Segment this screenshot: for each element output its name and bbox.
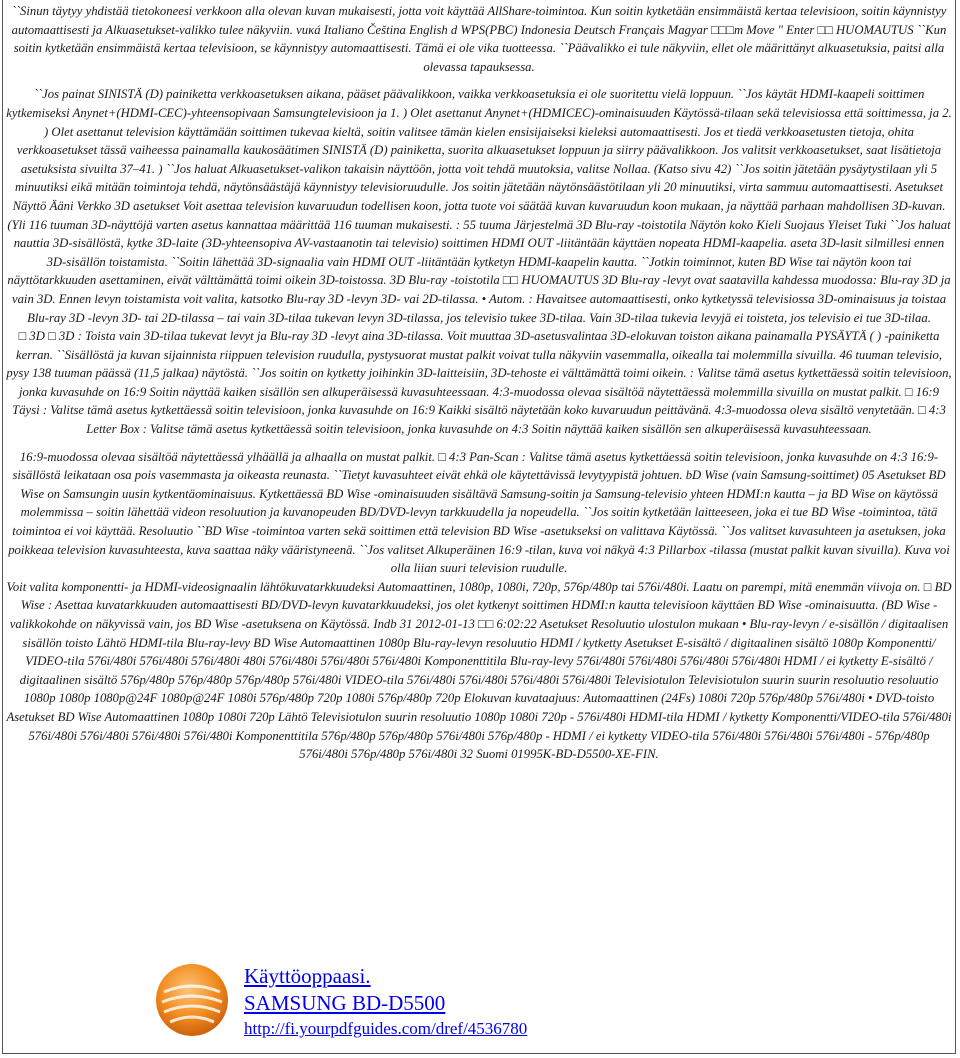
paragraph-2: ``Jos painat SINISTÄ (D) painiketta verkkoasetuksen aikana, pääset päävalikkoon, vaikka verkkoasetuksia ei ole suoritettu vielä loppuun. ``Jos käytät HDMI-kaapeli soittimen kytkemiseksi Anynet+(HDMI-CEC)-yhteensopivaan Samsungtelevisioon ja 1. ) Olet asettanut Anynet+(HDMICEC)-ominaisuuden Käytössä-tilaan sekä televisiossa että soittimessa, ja 2. ) Olet asettanut television käyttämään soittimen tukevaa kieltä, soitin valitsee tämän kielen ensisijaiseksi kieleksi automaattisesti. Jos et tiedä verkkoasetusten tietoja, ohita verkkoasetukset tässä vaiheessa painamalla kaukosäätimen SINISTÄ (D) painiketta, suorita alkuasetukset loppuun ja siirry päävalikkoon. Jos valitsit verkkoasetukset, saat lisätietoja asetuksista sivuilta 37–41. ) ``Jos haluat Alkuasetukset-valikon takaisin näyttöön, jotta voit tehdä muutoksia, valitse Nollaa. (Katso sivu 42) ``Jos soitin jätetään pysäytystilaan yli 5 minuutiksi eikä mitään toimintoja tehdä, näytönsäästäjä käynnistyy televisioruudulle. Jos soitin jätetään näytönsäästötilaan yli 20 minuutiksi, virta sammuu automaattisesti. Asetukset Näyttö Ääni Verkko 3D asetukset Voit asettaa television kuvaruudun todellisen koon, jotta tuote voi säätää kuvan kuvaruudun koon mukaan, ja näyttää parhaan mahdollisen 3D-kuvan. bbox=[6, 87, 952, 213]
paragraph-3: (Yli 116 tuuman 3D-näyttöjä varten asetus kannattaa määrittää 116 tuuman mukaisesti. : 55 tuuma Järjestelmä 3D Blu-ray -toistotila Näytön koko Kieli Suojaus Yleiset Tuki ``Jos haluat nauttia 3D-sisällöstä, kytke 3D-laite (3D-yhteensopiva AV-vastaanotin tai televisio) soittimen HDMI OUT -liitäntään käyttäen nopeata HDMI-kaapelia. aseta 3D-lasit silmillesi ennen 3D-sisällön toistamista. ``Soitin lähettää 3D-signaalia vain HDMI OUT -liitäntään kytketyn HDMI-kaapelin kautta. ``Jotkin toiminnot, kuten BD Wise tai näytön koon tai näyttötarkkuuden asettaminen, eivät välttämättä toimi oikein 3D-toistossa. 3D Blu-ray -toistotila □□ HUOMAUTUS 3D Blu-ray -levyt ovat saatavilla kahdessa muodossa: Blu-ray 3D ja vain 3D. Ennen levyn toistamista voit valita, katsotko Blu-ray 3D -levyn 3D- vai 2D-tilassa. • Autom. : Havaitsee automaattisesti, onko kytketyssä televisiossa 3D-ominaisuus ja toistaa Blu-ray 3D -levyn 3D- tai 2D-tilassa – tai vain 3D-tilaa tukevan levyn 3D-tilassa, jos televisio tukee 3D-tilaa. Vain 3D-tilaa tukevia levyjä ei toisteta, jos televisio ei tue 3D-tilaa. bbox=[7, 217, 951, 325]
pdfguides-logo-icon bbox=[154, 962, 230, 1038]
paragraph-gap bbox=[6, 439, 952, 448]
product-link[interactable]: SAMSUNG BD-D5500 bbox=[244, 991, 446, 1015]
paragraph-gap bbox=[6, 76, 952, 85]
download-links bbox=[244, 963, 527, 1041]
url-link[interactable]: http://fi.yourpdfguides.com/dref/4536780 bbox=[244, 1019, 528, 1038]
paragraph-5: 16:9-muodossa olevaa sisältöä näytettäessä ylhäällä ja alhaalla on mustat palkit. □ 4:3 Pan-Scan : Valitse tämä asetus kytkettäessä soitin televisioon, jonka kuvasuhde on 4:3 16:9-sisällöstä leikataan osa pois vasemmasta ja oikeasta reunasta. ``Tietyt kuvasuhteet eivät ehkä ole käytettävissä levytyypistä johtuen. bD Wise (vain Samsung-soittimet) 05 Asetukset BD Wise on Samsungin uusin kytkentäominaisuus. Kytkettäessä BD Wise -ominaisuuden sisältävä Samsung-soitin ja Samsung-televisio yhteen HDMI:n kautta – ja BD Wise on käytössä molemmissa – soitin lähettää videon resoluution ja kuvanopeuden BD/DVD-levyn tarkkuudella ja nopeudella. ``Jos soitin kytketään laitteeseen, joka ei tue BD Wise -toimintoa, tätä toimintoa ei voi käyttää. Resoluutio ``BD Wise -toimintoa varten sekä soittimen että television BD Wise -asetukseksi on valittava Käytössä. ``Jos valitset kuvasuhteen ja asetuksen, joka poikkeaa television kuvasuhteesta, kuva saattaa näky vääristyneenä. ``Jos valitset Alkuperäinen 16:9 -tilan, kuva voi näkyä 4:3 Pillarbox -tilassa (mustat palkit kuvan sivuilla). Kuva voi olla liian suuri television ruudulle. bbox=[8, 449, 950, 576]
paragraph-6: Voit valita komponentti- ja HDMI-videosignaalin lähtökuvatarkkuudeksi Automaattinen, 1080p, 1080i, 720p, 576p/480p tai 576i/480i. Laatu on parempi, mitä enemmän viivoja on. □ BD Wise : Asettaa kuvatarkkuuden automaattisesti BD/DVD-levyn kuvatarkkuudeksi, jos olet kytkenyt soittimen HDMI:n kautta televisioon käyttäen BD Wise -ominaisuutta. (BD Wise -valikkokohde on näkyvissä vain, jos BD Wise -asetuksena on Käytössä. Indb 31 2012-01-13 □□ 6:02:22 Asetukset Resoluutio ulostulon mukaan • Blu-ray-levyn / e-sisällön / digitaalisen sisällön toisto Lähtö HDMI-tila Blu-ray-levy BD Wise Automaattinen 1080p Blu-ray-levyn resoluutio HDMI / kytketty Asetukset E-sisältö / digitaalinen sisältö 1080p Komponentti/ VIDEO-tila 576i/480i 576i/480i 576i/480i 480i 576i/480i 576i/480i 576i/480i Komponenttitila Blu-ray-levy 576i/480i 576i/480i 576i/480i 576i/480i HDMI / ei kytketty E-sisältö / digitaalinen sisältö 576p/480p 576p/480p 576p/480p 576i/480i VIDEO-tila 576i/480i 576i/480i 576i/480i 576i/480i Televisiotulon Televisiotulon suurin suurin resoluutio resoluutio 1080p 1080p 1080p@24F 1080p@24F 1080i 576p/480p 720p 1080i 576p/480p 720p Elokuvan kuvataajuus: Automaattinen (24Fs) 1080i 720p 576p/480p 576i/480i • DVD-toisto Asetukset BD Wise Automaattinen 1080p 1080i 720p Lähtö Televisiotulon suurin resoluutio 1080p 1080i 720p - 576i/480i HDMI-tila HDMI / kytketty Komponentti/VIDEO-tila 576i/480i 576i/480i 576i/480i 576i/480i 576i/480i Komponenttitila 576p/480p 576p/480p 576i/480i 576p/480p - HDMI / ei kytketty VIDEO-tila 576i/480i 576i/480i 576i/480i - 576p/480p 576i/480i 576p/480p 576i/480i 32 Suomi 01995K-BD-D5500-XE-FIN. bbox=[6, 579, 952, 762]
paragraph-1: ``Sinun täytyy yhdistää tietokoneesi verkkoon alla olevan kuvan mukaisesti, jotta voit käyttää AllShare-toimintoa. Kun soitin kytketään ensimmäistä kertaa televisioon, soitin käynnistyy automaattisesti ja Alkuasetukset-valikko tulee näkyviin. vuκá Italiano Čeština English d WPS(PBC) Indonesia Deutsch Français Magyar □□□m Move " Enter □□ HUOMAUTUS ``Kun soitin kytketään ensimmäistä kertaa televisioon, se käynnistyy automaattisesti. Tämä ei ole vika tuotteessa. ``Päävalikko ei tule näkyviin, ellet ole määrittänyt alkuasetuksia, paitsi alla olevassa tapauksessa. bbox=[11, 4, 947, 74]
paragraph-4: □ 3D □ 3D : Toista vain 3D-tilaa tukevat levyt ja Blu-ray 3D -levyt aina 3D-tilassa. Voit muuttaa 3D-asetusvalintaa 3D-elokuvan toiston aikana painamalla PYSÄYTÄ ( ) -painiketta kerran. ``Sisällöstä ja kuvan sijainnista riippuen television ruudulla, pystysuorat mustat palkit voivat tulla näkyviin vasemmalla, oikealla tai molemmilla sivuilla. 46 tuuman televisio, pysy 138 tuuman päässä (11,5 jalkaa) näytöstä. ``Jos soitin on kytketty joihinkin 3D-laitteisiin, 3D-tehoste ei välttämättä toimi oikein. : Valitse tämä asetus kytkettäessä soitin televisioon, jonka kuvasuhde on 16:9 Soitin näyttää kaiken sisällön sen alkuperäisessä kuvasuhteessaan. 4:3-muodossa olevaa sisältöä näytettäessä molemmilla sivuilla on mustat palkit. □ 16:9 Täysi : Valitse tämä asetus kytkettäessä soitin televisioon, jonka kuvasuhde on 16:9 Kaikki sisältö näytetään koko kuvaruudun peittävänä. 4:3-muodossa oleva sisältö venytetään. □ 4:3 Letter Box : Valitse tämä asetus kytkettäessä soitin televisioon, jonka kuvasuhde on 4:3 Soitin näyttää kaiken sisällön sen alkuperäisessä kuvasuhteessaan. bbox=[6, 329, 952, 437]
document-body bbox=[6, 2, 952, 764]
guide-title-link[interactable]: Käyttöoppaasi. bbox=[244, 964, 371, 988]
